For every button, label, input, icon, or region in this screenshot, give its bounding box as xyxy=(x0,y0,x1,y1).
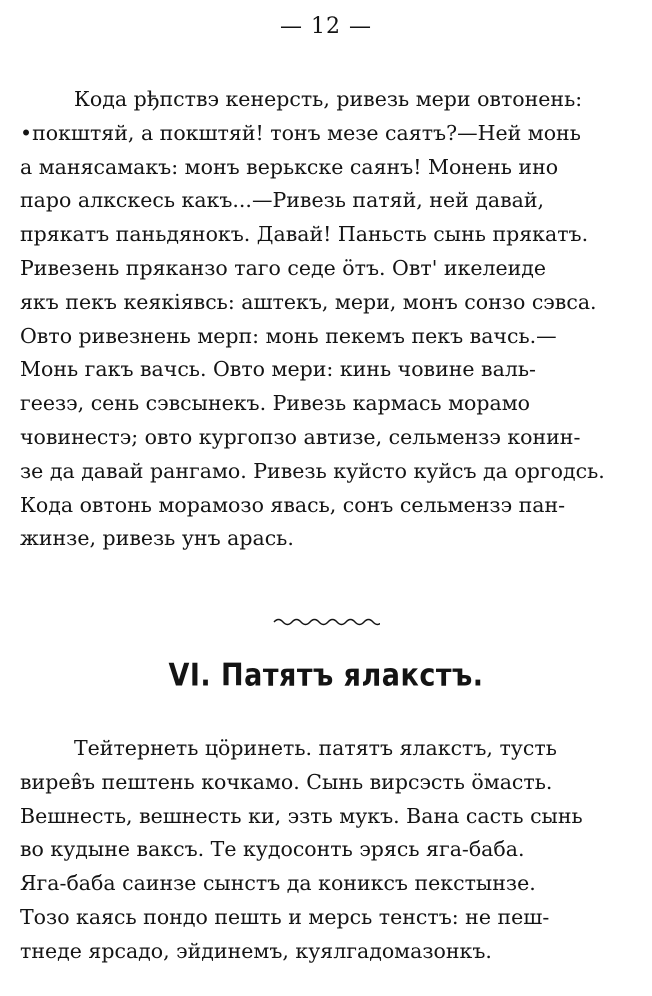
text-line: Ривезень пряканзо таго седе ӧтъ. Овт' икелеиде xyxy=(20,255,547,280)
wavy-divider xyxy=(272,615,380,629)
text-line: •покштяй, а покштяй! тонъ мезе саятъ?—Ней монь xyxy=(20,120,581,145)
section-heading: VI. Патятъ ялакстъ. xyxy=(168,657,484,694)
text-line: геезэ, сень сэвсынекъ. Ривезь кармась морамо xyxy=(20,391,531,416)
text-line: Вешнесть, вешнесть ки, эзть мукъ. Вана састь сынь xyxy=(20,803,583,828)
text-line: Яга-баба саинзе сынстъ да кониксъ пекстынзе. xyxy=(20,871,536,896)
text-line: паро алкскесь какъ...—Ривезь патяй, ней давай, xyxy=(20,188,545,213)
text-line: човинестэ; овто кургопзо автизе, сельмензэ конин- xyxy=(20,424,581,449)
text-line: прякатъ паньдянокъ. Давай! Паньсть сынь прякатъ. xyxy=(20,222,589,247)
text-line: во кудыне ваксъ. Те кудосонть эрясь яга-баба. xyxy=(20,837,525,862)
text-line: тнеде ярсадо, эйдинемъ, куялгадомазонкъ. xyxy=(20,938,492,963)
page-number: — 12 — xyxy=(280,14,372,39)
paragraph-1 xyxy=(20,83,638,556)
text-line: а манясамакъ: монъ верькске саянъ! Монень ино xyxy=(20,154,559,179)
text-line: Монь гакъ вачсь. Овто мери: кинь човине валь- xyxy=(20,357,536,382)
text-line: зе да давай рангамо. Ривезь куйсто куйсъ да оргодсь. xyxy=(20,458,605,483)
text-line: Кода овтонь морамозо явась, сонъ сельмензэ пан- xyxy=(20,492,566,517)
text-line: вирев̂ъ пештень кочкамо. Сынь вирсэсть ӧмасть. xyxy=(20,769,553,794)
text-line: Тейтернеть цӧринеть. патятъ ялакстъ, тусть xyxy=(74,736,557,760)
text-line: якъ пекъ кеякiявсь: аштекъ, мери, монъ сонзо сэвса. xyxy=(20,289,597,314)
text-line: Кода рђпствэ кенерсть, ривезь мери овтонень: xyxy=(74,87,583,111)
paragraph-2 xyxy=(20,732,638,969)
text-line: жинзе, ривезь унъ арась. xyxy=(20,526,294,551)
text-line: Тозо каясь пондо пешть и мерсь тенстъ: не пеш- xyxy=(20,904,550,929)
text-line: Овто ривезнень мерп: монь пекемъ пекъ вачсь.— xyxy=(20,323,557,348)
